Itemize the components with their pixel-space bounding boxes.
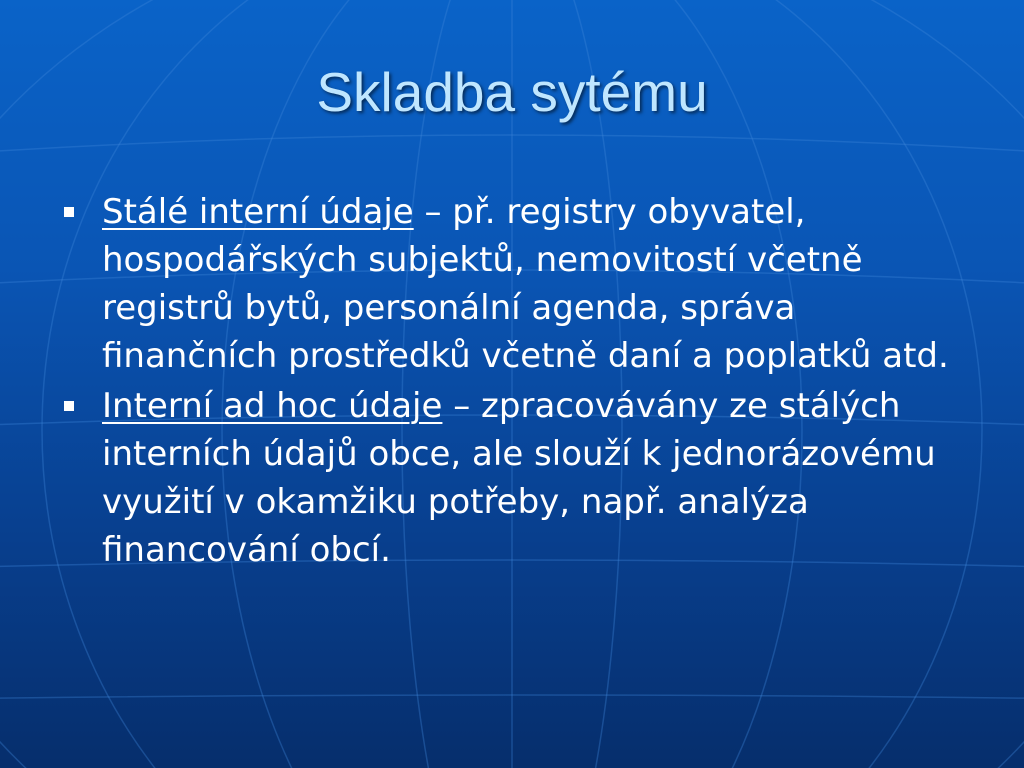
square-bullet-icon — [64, 401, 74, 411]
bullet-text: – př. registry obyvatel, hospodářských subjektů, nemovitostí včetně registrů bytů, personální agenda, správa finančních prostředků včetně daní a poplatků atd. — [102, 192, 949, 376]
bullet-term: Stálé interní údaje — [102, 192, 414, 232]
slide-title: Skladba sytému — [316, 61, 708, 123]
bullet-item — [58, 188, 968, 380]
bullet-item — [58, 382, 968, 574]
square-bullet-icon — [64, 207, 74, 217]
bullet-list — [58, 188, 968, 576]
bullet-term: Interní ad hoc údaje — [102, 386, 443, 426]
bullet-text: – zpracovávány ze stálých interních údajů obce, ale slouží k jednorázovému využití v okamžiku potřeby, např. analýza financování obcí. — [102, 386, 936, 570]
